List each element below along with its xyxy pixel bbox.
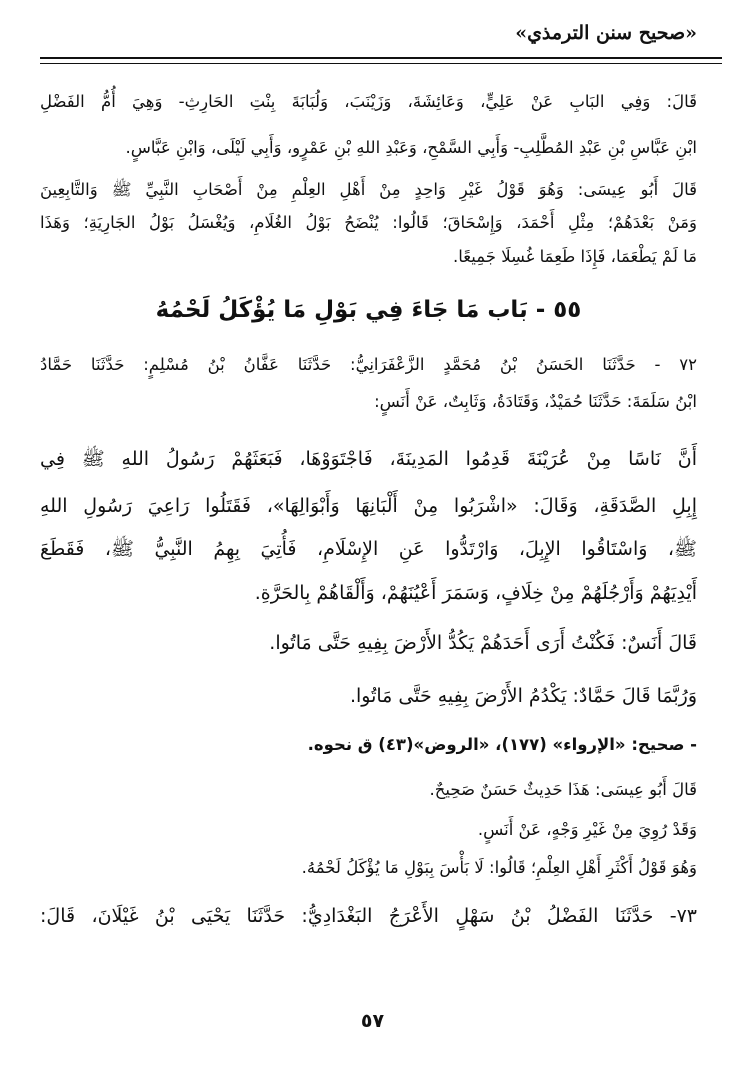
hadith-text-line: وَرُبَّمَا قَالَ حَمَّادٌ: يَكْدُمُ الأَرْضَ بِفِيهِ حَتَّى مَاتُوا. — [349, 685, 697, 707]
paragraph-line: قَالَ أَبُو عِيسَى: هَذَا حَدِيثٌ حَسَنٌ صَحِيحٌ. — [429, 780, 697, 799]
paragraph-line: وَقَدْ رُوِيَ مِنْ غَيْرِ وَجْهٍ، عَنْ أَنَسٍ. — [477, 820, 697, 839]
paragraph-line: وَمَنْ بَعْدَهُمْ؛ مِثْلِ أَحْمَدَ، وَإِسْحَاقَ؛ قَالُوا: يُنْضَحُ بَوْلُ الغُلَامِ، وَيُغْسَلُ بَوْلُ الجَارِيَةِ؛ وَهَذَا — [40, 213, 697, 232]
paragraph-line: مَا لَمْ يَطْعَمَا، فَإِذَا طَعِمَا غُسِلَا جَمِيعًا. — [453, 247, 697, 266]
hadith-text-line: قَالَ أَنَسٌ: فَكُنْتُ أَرَى أَحَدَهُمْ يَكُدُّ الأَرْضَ بِفِيهِ حَتَّى مَاتُوا. — [269, 632, 697, 654]
paragraph-line: قَالَ أَبُو عِيسَى: وَهُوَ قَوْلُ غَيْرِ وَاحِدٍ مِنْ أَهْلِ العِلْمِ مِنْ أَصْحَابِ النَّبِيِّ ﷺ وَالتَّابِعِينَ — [40, 180, 697, 199]
paragraph-line: ابْنُ سَلَمَةَ: حَدَّثَنَا حُمَيْدٌ، وَقَتَادَةُ، وَثَابِتٌ، عَنْ أَنَسٍ: — [374, 392, 697, 411]
page-number: ٥٧ — [360, 1010, 385, 1032]
hadith-text-line: أَيْدِيَهُمْ وَأَرْجُلَهُمْ مِنْ خِلَافٍ، وَسَمَرَ أَعْيُنَهُمْ، وَأَلْقَاهُمْ بِالحَرَّةِ. — [254, 582, 697, 604]
hadith-text-line: ﷺ، وَاسْتَاقُوا الإِبِلَ، وَارْتَدُّوا عَنِ الإِسْلَامِ، فَأُتِيَ بِهِمُ النَّبِيُّ ﷺ، فَقَطَعَ — [40, 538, 697, 560]
hadith-text-line: أَنَّ نَاسًا مِنْ عُرَيْنَةَ قَدِمُوا المَدِينَةَ، فَاجْتَوَوْهَا، فَبَعَثَهُمْ رَسُولُ اللهِ ﷺ فِي — [40, 448, 697, 470]
paragraph-line: ٧٣- حَدَّثَنَا الفَضْلُ بْنُ سَهْلٍ الأَعْرَجُ البَغْدَادِيُّ: حَدَّثَنَا يَحْيَى بْنُ غَيْلَانَ، قَالَ: — [40, 905, 697, 927]
running-header-title: «صحيح سنن الترمذي» — [515, 22, 697, 44]
header-rule-thin — [40, 63, 722, 64]
paragraph-line: وَهُوَ قَوْلُ أَكْثَرِ أَهْلِ العِلْمِ؛ قَالُوا: لَا بَأْسَ بِبَوْلِ مَا يُؤْكَلُ لَحْمُهُ. — [301, 858, 697, 877]
chapter-heading: ٥٥ - بَاب مَا جَاءَ فِي بَوْلِ مَا يُؤْكَلُ لَحْمُهُ — [155, 297, 582, 323]
paragraph-line: ٧٢ - حَدَّثَنَا الحَسَنُ بْنُ مُحَمَّدٍ الزَّعْفَرَانِيُّ: حَدَّثَنَا عَفَّانُ بْنُ مُسْلِمٍ: حَدَّثَنَا حَمَّادُ — [40, 355, 697, 374]
paragraph-line: ابْنِ عَبَّاسِ بْنِ عَبْدِ المُطَّلِبِ- وَأَبِي السَّمْحِ، وَعَبْدِ اللهِ بْنِ عَمْرٍو، وَأَبِي لَيْلَى، وَابْنِ عَبَّاسٍ. — [125, 138, 697, 157]
header-rule — [40, 57, 722, 59]
hadith-text-line: إِبِلِ الصَّدَقَةِ، وَقَالَ: «اشْرَبُوا مِنْ أَلْبَانِهَا وَأَبْوَالِهَا»، فَقَتَلُوا رَاعِيَ رَسُولِ اللهِ — [40, 495, 697, 517]
grading-note: - صحيح: «الإرواء» (١٧٧)، «الروض»(٤٣) ق نحوه. — [307, 735, 697, 754]
paragraph-line: قَالَ: وَفِي البَابِ عَنْ عَلِيٍّ، وَعَائِشَةَ، وَزَيْنَبَ، وَلُبَابَةَ بِنْتِ الحَارِثِ- وَهِيَ أُمُّ الفَضْلِ — [40, 92, 697, 111]
